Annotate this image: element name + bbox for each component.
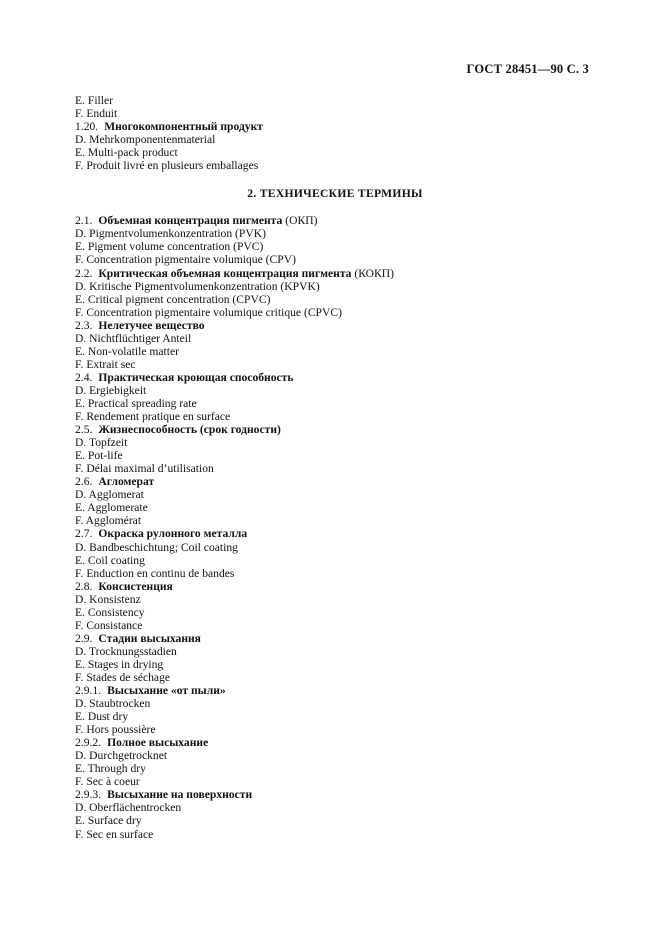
text-line: E. Filler	[75, 94, 113, 107]
term-number: 2.9.1.	[75, 684, 102, 698]
translation-line: F. Produit livré en plusieurs emballages	[75, 159, 259, 173]
term-number: 2.7.	[75, 527, 93, 541]
term-heading	[75, 632, 595, 645]
term-heading	[75, 423, 595, 436]
term-title: Высыхание на поверхности	[107, 788, 253, 802]
translation-line: F. Sec à coeur	[75, 775, 140, 789]
translation-line: F. Hors poussière	[75, 723, 156, 737]
translation-line: D. Kritische Pigmentvolumenkonzentration (KPVK)	[75, 279, 320, 293]
term-heading	[75, 214, 595, 227]
translation-line: E. Critical pigment concentration (CPVC)	[75, 292, 271, 306]
term-number: 2.2.	[75, 266, 93, 280]
term-number: 2.9.	[75, 631, 93, 645]
term-heading	[75, 736, 595, 749]
term-heading	[75, 580, 595, 593]
term-heading	[75, 267, 595, 280]
translation-line: D. Durchgetrocknet	[75, 749, 168, 763]
translation-line: D. Bandbeschichtung; Coil coating	[75, 540, 238, 554]
term-number: 2.9.2.	[75, 736, 102, 750]
translation-line: F. Rendement pratique en surface	[75, 410, 231, 424]
translation-line: D. Konsistenz	[75, 592, 141, 606]
section-title: 2. ТЕХНИЧЕСКИЕ ТЕРМИНЫ	[247, 187, 423, 201]
page-header: ГОСТ 28451—90 С. 3	[466, 62, 589, 76]
translation-line: D. Trocknungsstadien	[75, 644, 177, 658]
term-title: Жизнеспособность (срок годности)	[98, 423, 281, 437]
term-title: Консистенция	[98, 579, 173, 593]
translation-line: D. Pigmentvolumenkonzentration (PVK)	[75, 227, 266, 241]
translation-line: F. Concentration pigmentaire volumique critique (CPVC)	[75, 305, 342, 319]
term-heading	[75, 120, 595, 133]
term-number: 2.9.3.	[75, 788, 102, 802]
translation-line: F. Enduction en continu de bandes	[75, 566, 235, 580]
translation-line: F. Stades de séchage	[75, 670, 171, 684]
translation-line: D. Agglomerat	[75, 488, 144, 502]
term-number: 2.8.	[75, 579, 93, 593]
translation-line: E. Through dry	[75, 762, 146, 776]
translation-line: D. Nichtflüchtiger Anteil	[75, 331, 192, 345]
term-heading	[75, 371, 595, 384]
document-body	[75, 94, 595, 841]
translation-line: E. Coil coating	[75, 553, 145, 567]
translation-line: F. Concentration pigmentaire volumique (CPV)	[75, 253, 296, 267]
text-line: F. Enduit	[75, 107, 118, 121]
translation-line: F. Agglomérat	[75, 514, 142, 528]
translation-line: E. Agglomerate	[75, 501, 148, 515]
translation-line: D. Mehrkomponentenmaterial	[75, 133, 216, 147]
translation-line: F. Délai maximal d’utilisation	[75, 462, 214, 476]
translation-line: E. Stages in drying	[75, 657, 164, 671]
translation-line: E. Non-volatile matter	[75, 344, 179, 358]
translation-line: E. Practical spreading rate	[75, 396, 197, 410]
term-heading	[75, 319, 595, 332]
term-title: Высыхание «от пыли»	[107, 684, 226, 698]
term-title: Практическая кроющая способность	[98, 370, 294, 384]
term-heading	[75, 475, 595, 488]
term-title: Многокомпонентный продукт	[104, 120, 263, 134]
term-number: 2.6.	[75, 475, 93, 489]
translation-line: D. Ergiebigkeit	[75, 383, 147, 397]
term-title: Агломерат	[98, 475, 155, 489]
translation-line: D. Staubtrocken	[75, 697, 151, 711]
term-title: Окраска рулонного металла	[98, 527, 248, 541]
translation-line: D. Oberflächentrocken	[75, 801, 182, 815]
translation-line: E. Consistency	[75, 605, 145, 619]
term-title: Нелетучее вещество	[98, 318, 205, 332]
translation-line: E. Dust dry	[75, 710, 129, 724]
translation-line: E. Multi-pack product	[75, 146, 178, 160]
translation-line: D. Topfzeit	[75, 436, 128, 450]
translation-line: E. Pigment volume concentration (PVC)	[75, 240, 264, 254]
term-number: 1.20.	[75, 120, 99, 134]
translation-line: F. Extrait sec	[75, 357, 136, 371]
translation-line: E. Pot-life	[75, 449, 123, 463]
term-title: Стадии высыхания	[98, 631, 201, 645]
translation-line: F. Sec en surface	[75, 827, 154, 841]
term-number: 2.3.	[75, 318, 93, 332]
term-title: Критическая объемная концентрация пигмента	[98, 266, 352, 280]
term-title: Объемная концентрация пигмента	[98, 214, 283, 228]
term-number: 2.4.	[75, 370, 93, 384]
translation-line: E. Surface dry	[75, 814, 142, 828]
term-title: Полное высыхание	[107, 736, 209, 750]
term-heading	[75, 788, 595, 801]
term-number: 2.1.	[75, 214, 93, 228]
term-heading	[75, 527, 595, 540]
term-number: 2.5.	[75, 423, 93, 437]
term-suffix: (ОКП)	[282, 214, 318, 228]
term-heading	[75, 684, 595, 697]
translation-line: F. Consistance	[75, 618, 143, 632]
term-list	[75, 214, 595, 840]
term-suffix: (КОКП)	[351, 266, 394, 280]
